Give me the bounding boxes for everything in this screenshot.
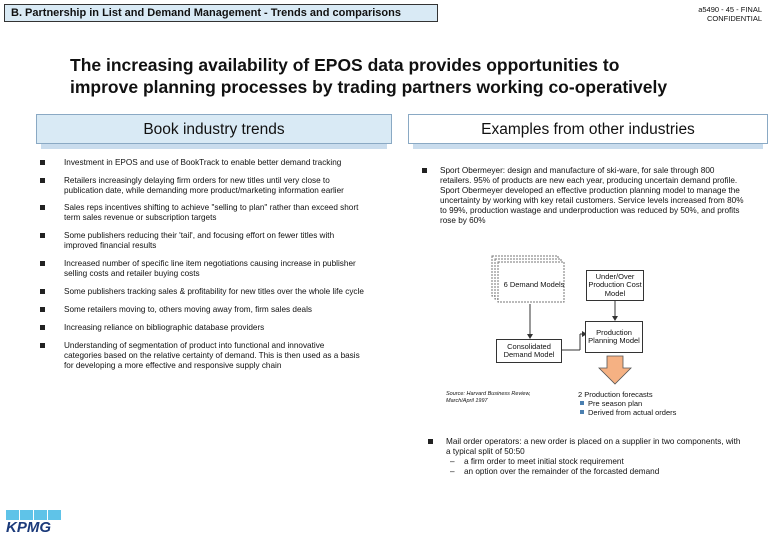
list-item (38, 203, 364, 223)
box-label: 6 Demand Models (503, 279, 565, 289)
confidential-label: CONFIDENTIAL (706, 14, 762, 23)
book-industry-heading (36, 114, 392, 144)
heading-text: Examples from other industries (481, 121, 695, 138)
bullet-text: Some retailers moving to, others moving away from, firm sales deals (64, 305, 312, 314)
demand-models-box (501, 265, 567, 305)
heading-text: Book industry trends (143, 121, 285, 138)
cost-model-box (586, 270, 644, 301)
sub-item (446, 467, 746, 477)
mail-order-item (446, 437, 746, 477)
forecast-item (578, 408, 728, 417)
list-item (38, 259, 364, 279)
bullet-text: Sport Obermeyer: design and manufacture of ski-ware, for sale through 800 retailers. 95% of products are new each year, producing uncertain demand profile. Sport Obermeyer developed an effective production planning model to manage the uncertainty by working with key retail customers. Service levels increased from 80% to 99%, production wastage and underproduction was reduced by 50%, and profits rose by 60% (440, 166, 744, 225)
bullet-square-icon (40, 261, 45, 266)
section-title-box (4, 4, 438, 22)
bullet-text: Increasing reliance on bibliographic database providers (64, 323, 265, 332)
forecast-item-text: Pre season plan (588, 399, 643, 408)
source-citation: Source: Harvard Business Review, March/April 1997 (446, 391, 531, 404)
bullet-square-icon (580, 401, 584, 405)
bullet-square-icon (422, 168, 427, 173)
bullet-square-icon (40, 343, 45, 348)
list-item (38, 287, 364, 297)
forecast-title: 2 Production forecasts (578, 390, 653, 399)
dash-marker: – (450, 467, 455, 476)
forecast-item-text: Derived from actual orders (588, 408, 677, 417)
box-label: Production Planning Model (588, 327, 640, 345)
bullet-square-icon (40, 325, 45, 330)
bullet-text: Understanding of segmentation of product into functional and innovative categories based on the relative certainty of demand. This is then used as a basis for developing a more effective and responsive supply chain (64, 341, 360, 370)
list-item (38, 323, 364, 333)
bullet-square-icon (40, 289, 45, 294)
bullet-square-icon (40, 178, 45, 183)
logo-wordmark: KPMG (6, 519, 51, 536)
bullet-text: Increased number of specific line item negotiations causing increase in publisher selling costs and retailer buying costs (64, 259, 356, 278)
bullet-text: Some publishers reducing their 'tail', and focusing effort on fewer titles with improved financial results (64, 231, 335, 250)
sport-obermeyer-item (440, 166, 745, 226)
bullet-square-icon (428, 439, 433, 444)
box-label: Under/Over Production Cost Model (588, 271, 642, 298)
bullet-text: Retailers increasingly delaying firm orders for new titles until very close to publication date, while demanding more product/marketing information earlier (64, 176, 344, 195)
kpmg-logo (6, 510, 66, 538)
list-item (38, 158, 364, 168)
main-title-line: improve planning processes by trading partners working co-operatively (70, 77, 668, 97)
main-title-line: The increasing availability of EPOS data provides opportunities to (70, 55, 620, 75)
box-label: Consolidated Demand Model (503, 341, 555, 359)
bullet-text: Investment in EPOS and use of BookTrack to enable better demand tracking (64, 158, 342, 167)
dash-marker: – (450, 457, 455, 466)
sub-item (446, 457, 746, 467)
bullet-square-icon (40, 205, 45, 210)
list-item (38, 305, 364, 315)
list-item (38, 231, 364, 251)
other-industries-heading (408, 114, 768, 144)
bullet-text: Mail order operators: a new order is placed on a supplier in two components, with a typical split of 50:50 (446, 437, 741, 456)
forecast-item (578, 399, 728, 408)
section-title: B. Partnership in List and Demand Management - Trends and comparisons (11, 7, 401, 19)
bullet-text: Sales reps incentives shifting to achieve "selling to plan" rather than exceed short term sales revenue or subscription targets (64, 203, 359, 222)
book-trends-list (38, 156, 364, 371)
list-item (38, 341, 364, 371)
planning-diagram (430, 250, 730, 435)
consolidated-model-box (496, 339, 562, 363)
bullet-square-icon (40, 307, 45, 312)
document-reference (642, 5, 762, 23)
list-item (38, 176, 364, 196)
reference-line: a5490 - 45 - FINAL (698, 5, 762, 14)
production-planning-box (585, 321, 643, 353)
forecast-list (578, 390, 728, 417)
forecast-arrow-icon (599, 356, 631, 384)
bullet-square-icon (40, 160, 45, 165)
bullet-square-icon (40, 233, 45, 238)
sub-item-text: a firm order to meet initial stock requirement (464, 457, 624, 466)
bullet-square-icon (580, 410, 584, 414)
main-title (70, 54, 770, 98)
bullet-text: Some publishers tracking sales & profitability for new titles over the whole life cycle (64, 287, 364, 296)
sub-item-text: an option over the remainder of the forcasted demand (464, 467, 660, 476)
